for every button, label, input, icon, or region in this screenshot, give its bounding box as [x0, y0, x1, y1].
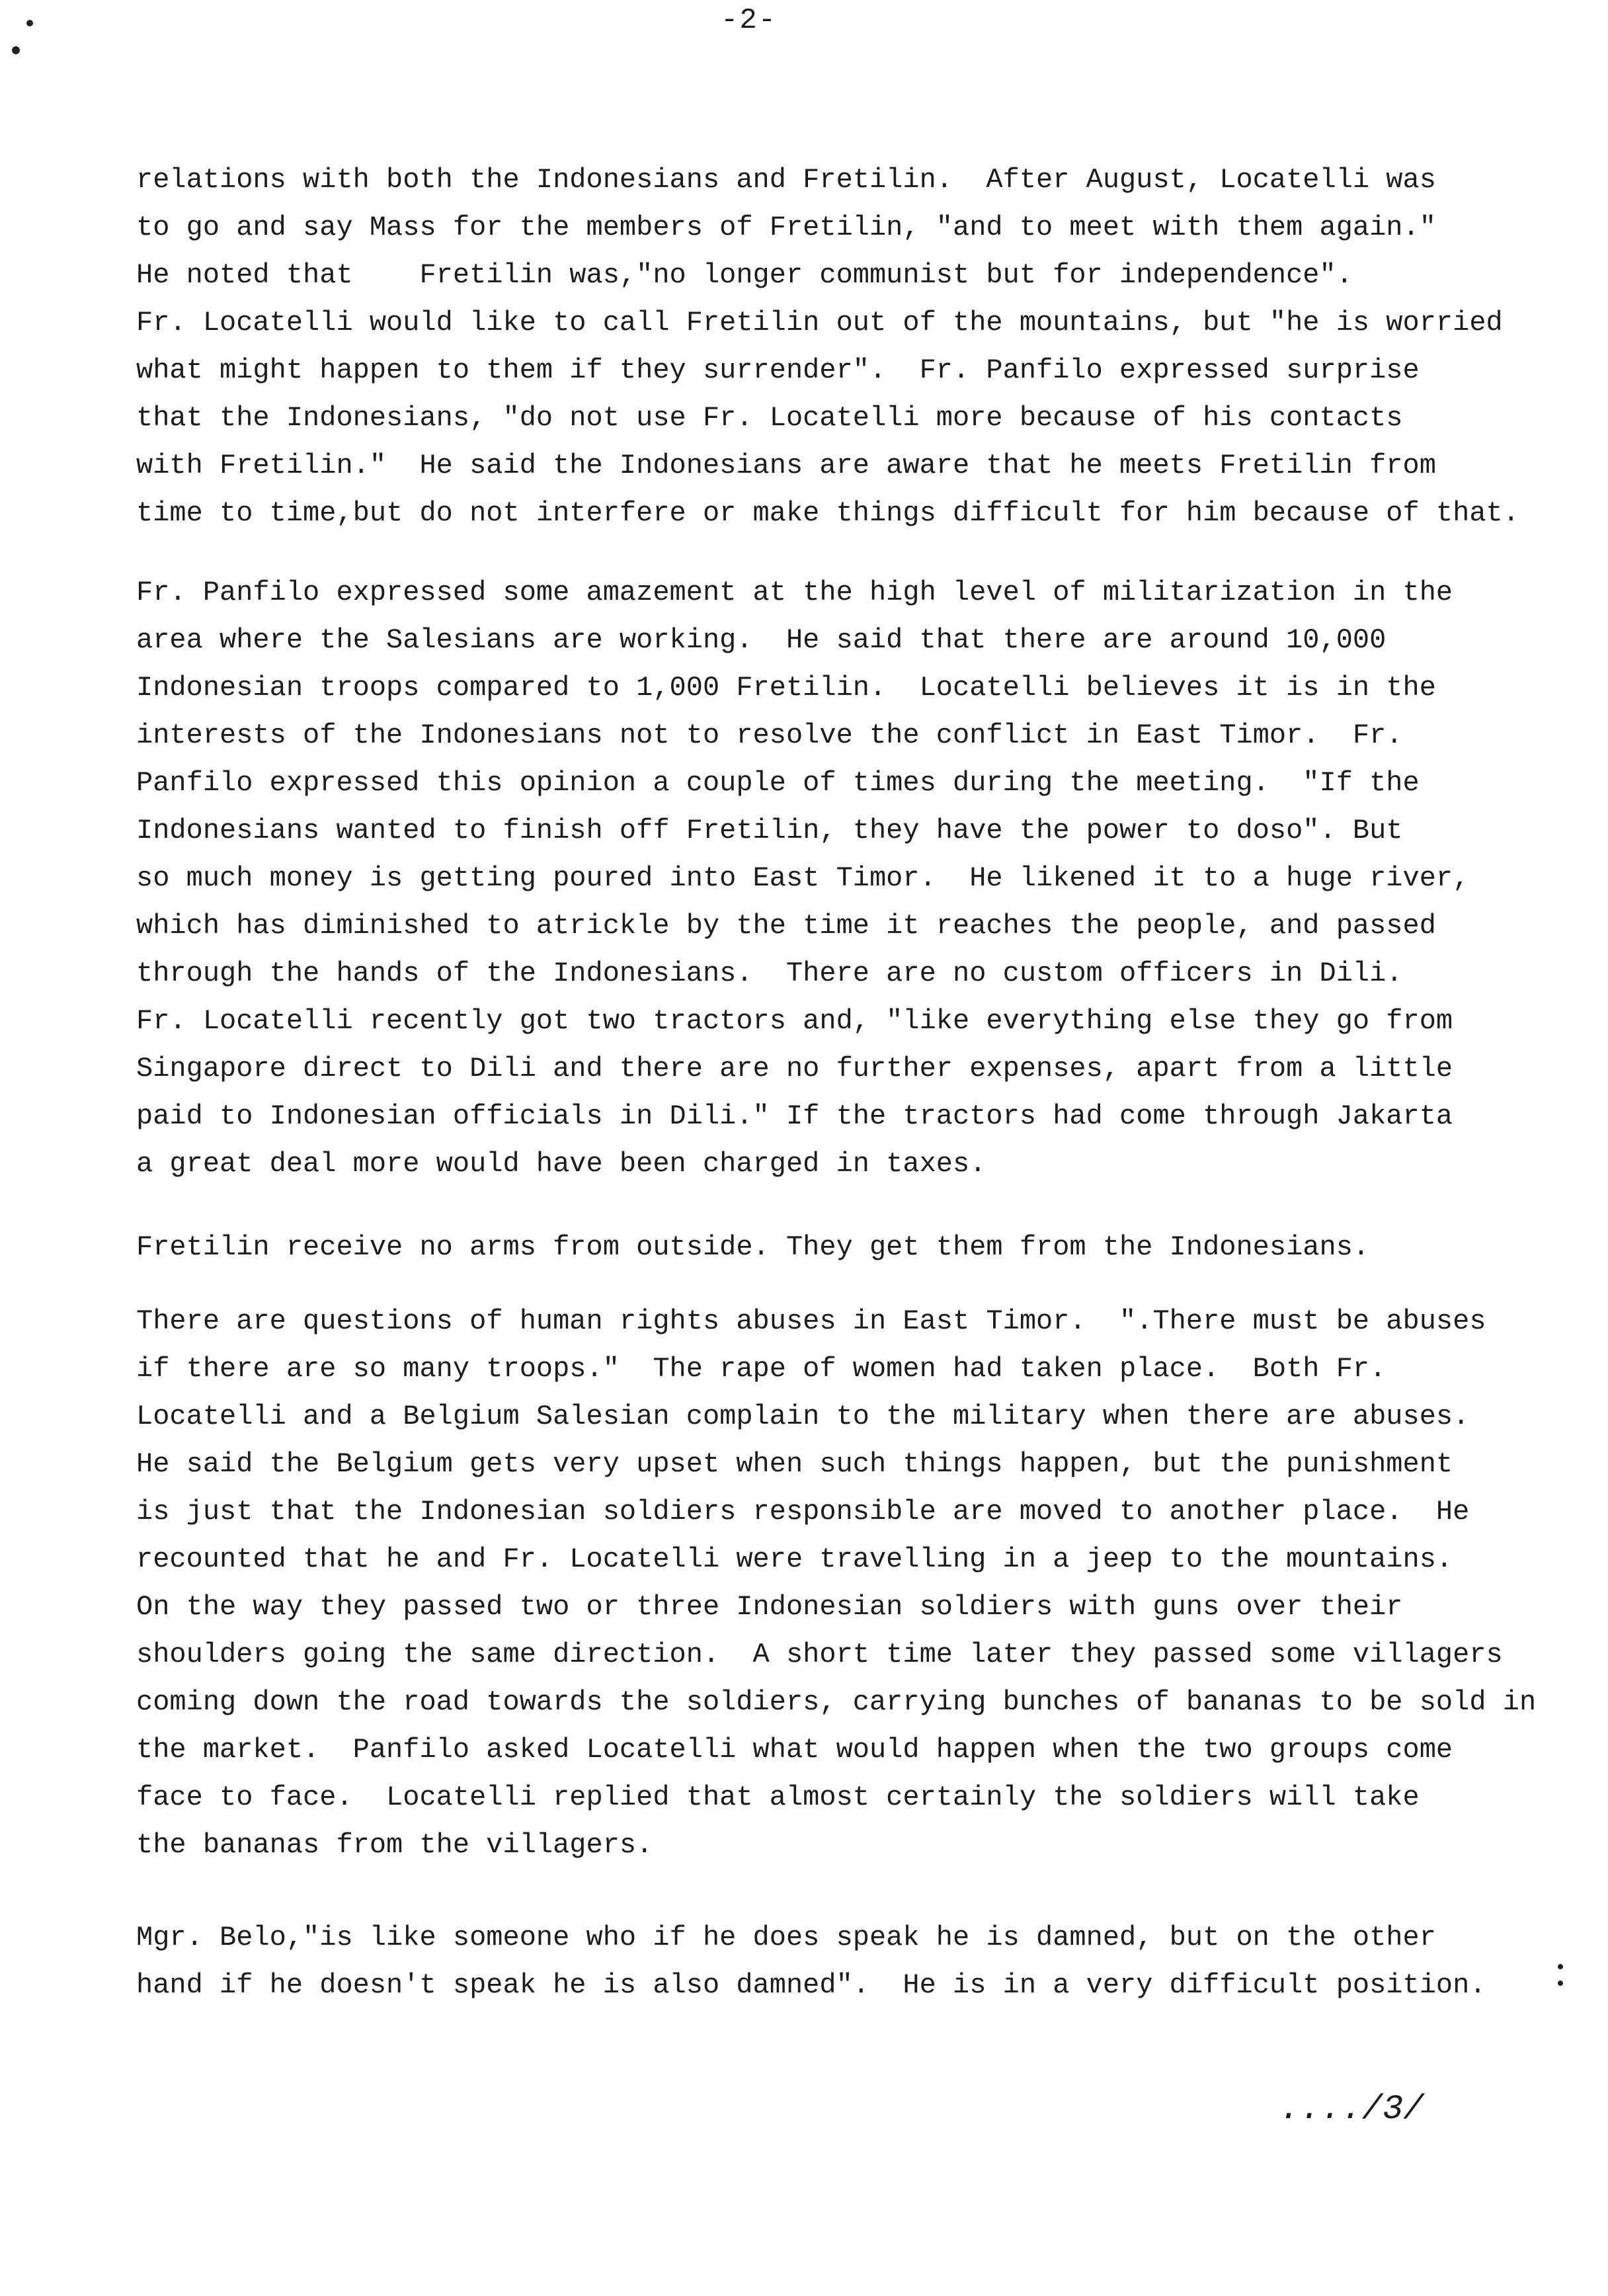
text-line: Indonesians wanted to finish off Fretilin, they have the power to doso". But: [136, 815, 1403, 846]
paragraph-2: [136, 569, 1469, 1188]
text-line: coming down the road towards the soldiers, carrying bunches of bananas to be sold in: [136, 1686, 1537, 1718]
text-line: Mgr. Belo,"is like someone who if he does speak he is damned, but on the other: [136, 1922, 1436, 1953]
text-line: the market. Panfilo asked Locatelli what would happen when the two groups come: [136, 1734, 1453, 1766]
text-line: what might happen to them if they surrender". Fr. Panfilo expressed surprise: [136, 354, 1420, 386]
text-line: is just that the Indonesian soldiers responsible are moved to another place. He: [136, 1496, 1470, 1528]
text-line: interests of the Indonesians not to resolve the conflict in East Timor. Fr.: [136, 719, 1403, 751]
text-line: so much money is getting poured into East Timor. He likened it to a huge river,: [136, 862, 1470, 894]
text-line: shoulders going the same direction. A short time later they passed some villagers: [136, 1639, 1503, 1670]
text-line: Fretilin receive no arms from outside. They get them from the Indonesians.: [136, 1231, 1370, 1263]
text-line: There are questions of human rights abuses in East Timor. ".There must be abuses: [136, 1305, 1486, 1337]
continuation-marker: ..../3/: [1279, 2090, 1424, 2129]
text-line: if there are so many troops." The rape of women had taken place. Both Fr.: [136, 1353, 1387, 1385]
paragraph-3: [136, 1223, 1369, 1271]
scan-speck: [1558, 1981, 1563, 1986]
text-line: Fr. Panfilo expressed some amazement at the high level of militarization in the: [136, 577, 1453, 608]
paragraph-5: [136, 1914, 1486, 2009]
text-line: which has diminished to atrickle by the time it reaches the people, and passed: [136, 910, 1436, 942]
text-line: Indonesian troops compared to 1,000 Fretilin. Locatelli believes it is in the: [136, 672, 1436, 704]
text-line: Panfilo expressed this opinion a couple of times during the meeting. "If the: [136, 767, 1420, 799]
paragraph-1: [136, 156, 1519, 537]
text-line: with Fretilin." He said the Indonesians are aware that he meets Fretilin from: [136, 450, 1436, 481]
text-line: Fr. Locatelli would like to call Fretilin out of the mountains, but "he is worried: [136, 307, 1503, 339]
text-line: Fr. Locatelli recently got two tractors and, "like everything else they go from: [136, 1005, 1453, 1037]
text-line: time to time,but do not interfere or make things difficult for him because of that.: [136, 497, 1519, 529]
text-line: relations with both the Indonesians and Fretilin. After August, Locatelli was: [136, 164, 1436, 196]
text-line: On the way they passed two or three Indonesian soldiers with guns over their: [136, 1591, 1403, 1623]
text-line: He noted that Fretilin was,"no longer communist but for independence".: [136, 259, 1353, 291]
page-number: -2-: [721, 4, 778, 37]
text-line: recounted that he and Fr. Locatelli were travelling in a jeep to the mountains.: [136, 1543, 1453, 1575]
text-line: the bananas from the villagers.: [136, 1829, 653, 1861]
text-line: that the Indonesians, "do not use Fr. Locatelli more because of his contacts: [136, 402, 1403, 434]
scan-speck: [1558, 1964, 1563, 1969]
scan-speck: [12, 46, 20, 54]
text-line: Singapore direct to Dili and there are no further expenses, apart from a little: [136, 1053, 1453, 1085]
text-line: He said the Belgium gets very upset when such things happen, but the punishment: [136, 1448, 1453, 1480]
text-line: to go and say Mass for the members of Fretilin, "and to meet with them again.": [136, 212, 1436, 243]
text-line: face to face. Locatelli replied that almost certainly the soldiers will take: [136, 1782, 1420, 1813]
text-line: hand if he doesn't speak he is also damned". He is in a very difficult position.: [136, 1969, 1486, 2001]
paragraph-4: [136, 1297, 1536, 1869]
text-line: paid to Indonesian officials in Dili." If the tractors had come through Jakarta: [136, 1100, 1453, 1132]
text-line: through the hands of the Indonesians. There are no custom officers in Dili.: [136, 958, 1403, 989]
text-line: area where the Salesians are working. He said that there are around 10,000: [136, 624, 1387, 656]
text-line: a great deal more would have been charged in taxes.: [136, 1148, 986, 1180]
scan-speck: [26, 20, 33, 26]
text-line: Locatelli and a Belgium Salesian complain to the military when there are abuses.: [136, 1401, 1470, 1432]
